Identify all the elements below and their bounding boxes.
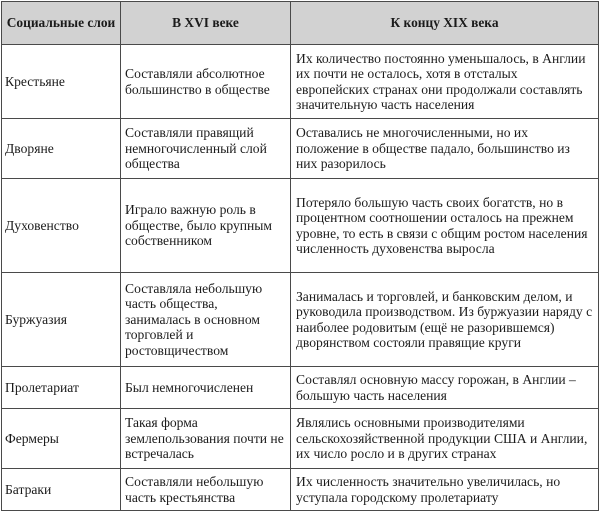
table-row [2,469,599,511]
row-clergy-layer: Духовенство [2,179,121,273]
row-farmers-16th: Такая форма землепользования почти не встречалась [121,409,291,469]
row-peasants-19th: Их количество постоянно уменьшалось, в Англии их почти не осталось, хотя в отсталых европейских странах они продолжали составлять значительную часть населения [291,45,599,119]
table-row [2,119,599,179]
row-peasants-16th: Составляли абсолютное большинство в обществе [121,45,291,119]
header-16th-century: В XVI веке [121,2,291,45]
row-bourgeoisie-layer: Буржуазия [2,273,121,367]
row-bourgeoisie-16th: Составляла небольшую часть общества, занималась в основном торговлей и ростовщичеством [121,273,291,367]
row-peasants-layer: Крестьяне [2,45,121,119]
row-farmhands-layer: Батраки [2,469,121,511]
table-row [2,45,599,119]
row-bourgeoisie-19th: Занималась и торговлей, и банковским делом, и руководила производством. Из буржуазии наряду с наиболее родовитым (ещё не разорившемся) дворянством состояли правящие круги [291,273,599,367]
row-clergy-19th: Потеряло большую часть своих богатств, но в процентном соотношении осталось на прежнем уровне, то есть в связи с общим ростом населения численность духовенства выросла [291,179,599,273]
table-row [2,367,599,409]
table-row [2,409,599,469]
table-row [2,273,599,367]
table-row [2,179,599,273]
header-end-19th-century: К концу XIX века [291,2,599,45]
row-proletariat-16th: Был немногочисленен [121,367,291,409]
row-farmers-19th: Являлись основными производителями сельскохозяйственной продукции США и Англии, их число росло и в других странах [291,409,599,469]
row-proletariat-19th: Составлял основную массу горожан, в Англии – большую часть населения [291,367,599,409]
social-layers-table [1,1,599,511]
row-farmers-layer: Фермеры [2,409,121,469]
row-farmhands-19th: Их численность значительно увеличилась, но уступала городскому пролетариату [291,469,599,511]
row-nobility-layer: Дворяне [2,119,121,179]
row-nobility-19th: Оставались не многочисленными, но их положение в обществе падало, большинство из них разорилось [291,119,599,179]
header-social-layers: Социальные слои [2,2,121,45]
row-clergy-16th: Играло важную роль в обществе, было крупным собственником [121,179,291,273]
row-farmhands-16th: Составляли небольшую часть крестьянства [121,469,291,511]
row-proletariat-layer: Пролетариат [2,367,121,409]
header-row [2,2,599,45]
row-nobility-16th: Составляли правящий немногочисленный слой общества [121,119,291,179]
